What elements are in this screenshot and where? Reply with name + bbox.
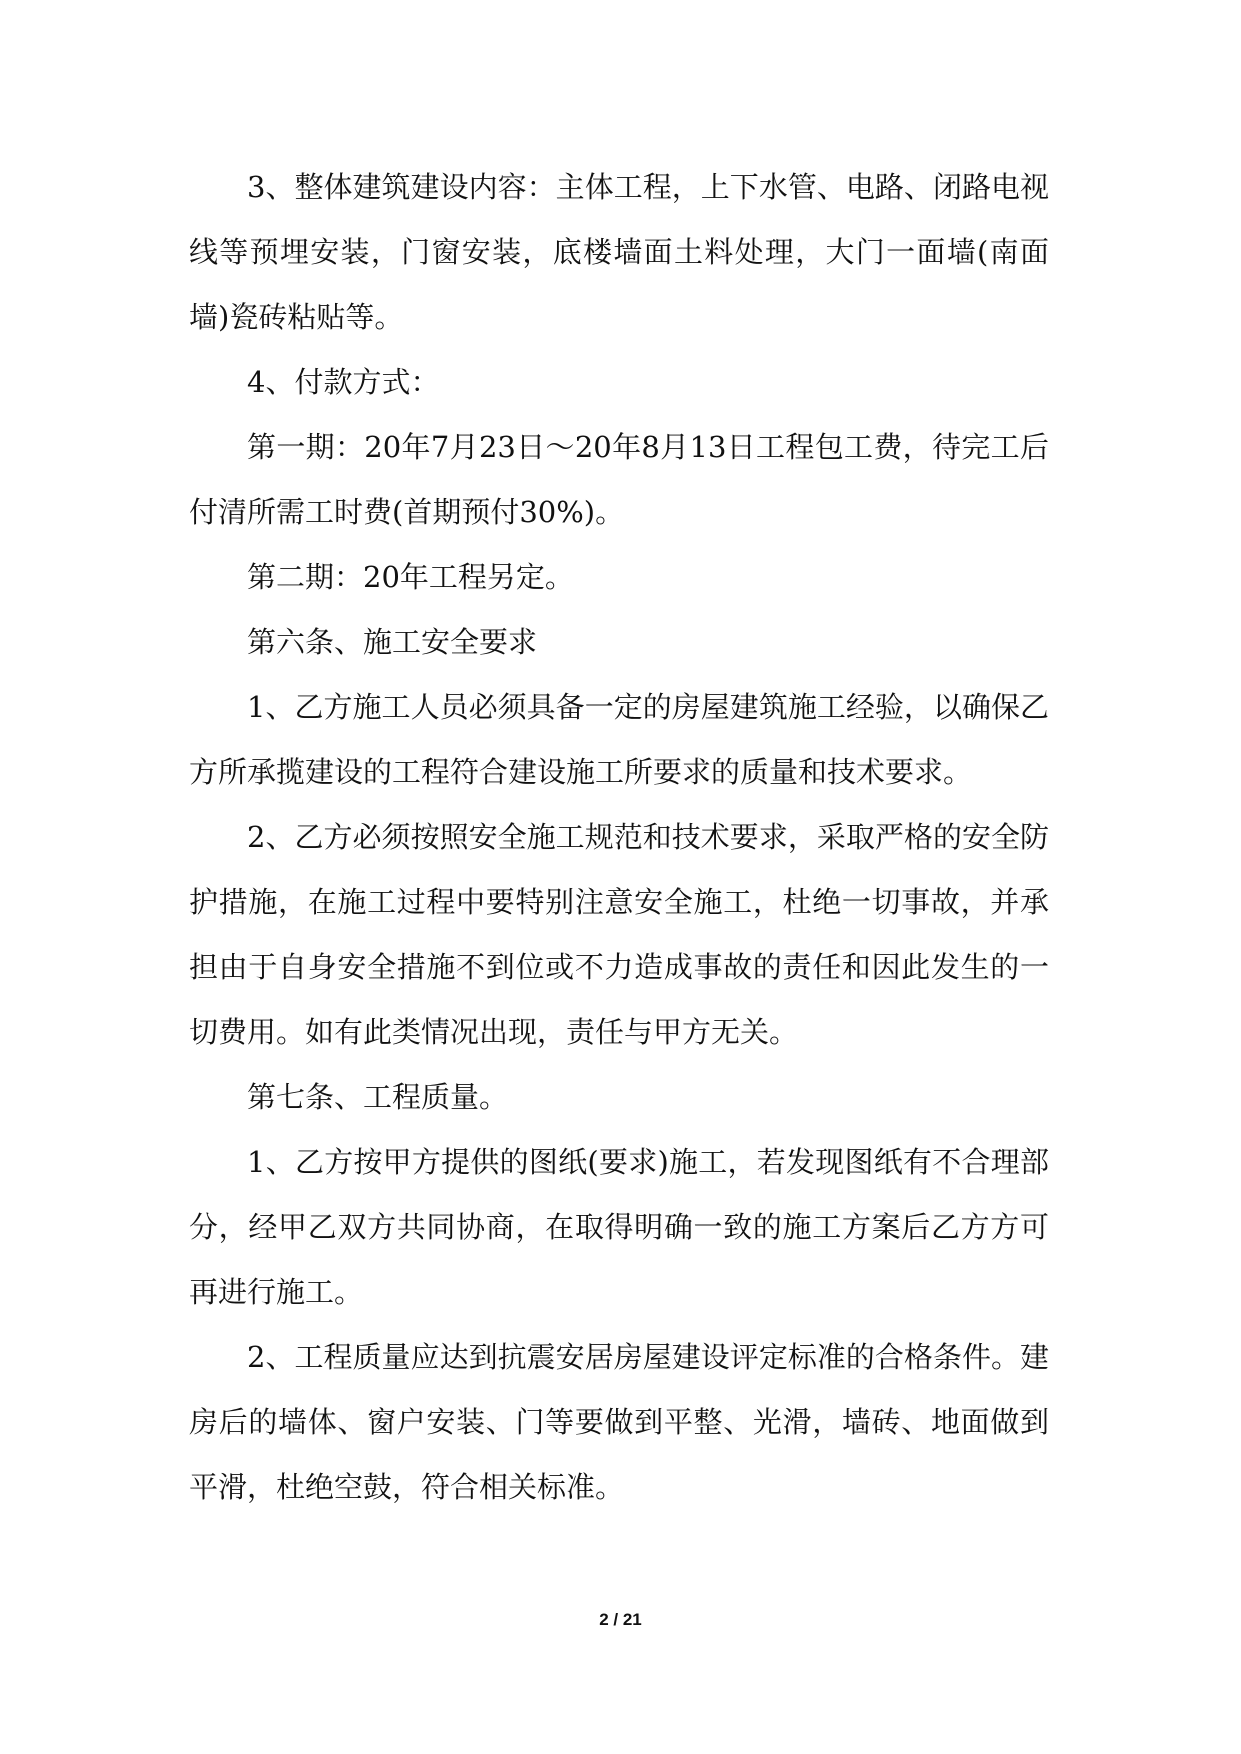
paragraph-quality-2: 2、工程质量应达到抗震安居房屋建设评定标准的合格条件。建房后的墙体、窗户安装、门等要做到平整、光滑，墙砖、地面做到平滑，杜绝空鼓，符合相关标准。 bbox=[189, 1340, 1049, 1504]
paragraph-payment-phase-2: 第二期：20年工程另定。 bbox=[247, 560, 574, 594]
paragraph-payment-phase-1: 第一期：20年7月23日～20年8月13日工程包工费，待完工后付清所需工时费(首期预付30%)。 bbox=[189, 430, 1049, 529]
paragraph-safety-2: 2、乙方必须按照安全施工规范和技术要求，采取严格的安全防护措施，在施工过程中要特别注意安全施工，杜绝一切事故，并承担由于自身安全措施不到位或不力造成事故的责任和因此发生的一切费用。如有此类情况出现，责任与甲方无关。 bbox=[189, 820, 1049, 1049]
document-body bbox=[189, 155, 1049, 1520]
paragraph-item-4-payment: 4、付款方式： bbox=[247, 365, 440, 399]
paragraph-safety-1: 1、乙方施工人员必须具备一定的房屋建筑施工经验，以确保乙方所承揽建设的工程符合建设施工所要求的质量和技术要求。 bbox=[189, 690, 1049, 789]
paragraph-quality-1: 1、乙方按甲方提供的图纸(要求)施工，若发现图纸有不合理部分，经甲乙双方共同协商，在取得明确一致的施工方案后乙方方可再进行施工。 bbox=[189, 1145, 1049, 1309]
page-number: 2 / 21 bbox=[599, 1610, 642, 1629]
section-heading-article-7: 第七条、工程质量。 bbox=[247, 1080, 509, 1114]
section-heading-article-6: 第六条、施工安全要求 bbox=[247, 625, 538, 659]
paragraph-item-3-scope: 3、整体建筑建设内容：主体工程，上下水管、电路、闭路电视线等预埋安装，门窗安装，底楼墙面土料处理，大门一面墙(南面墙)瓷砖粘贴等。 bbox=[189, 170, 1049, 334]
